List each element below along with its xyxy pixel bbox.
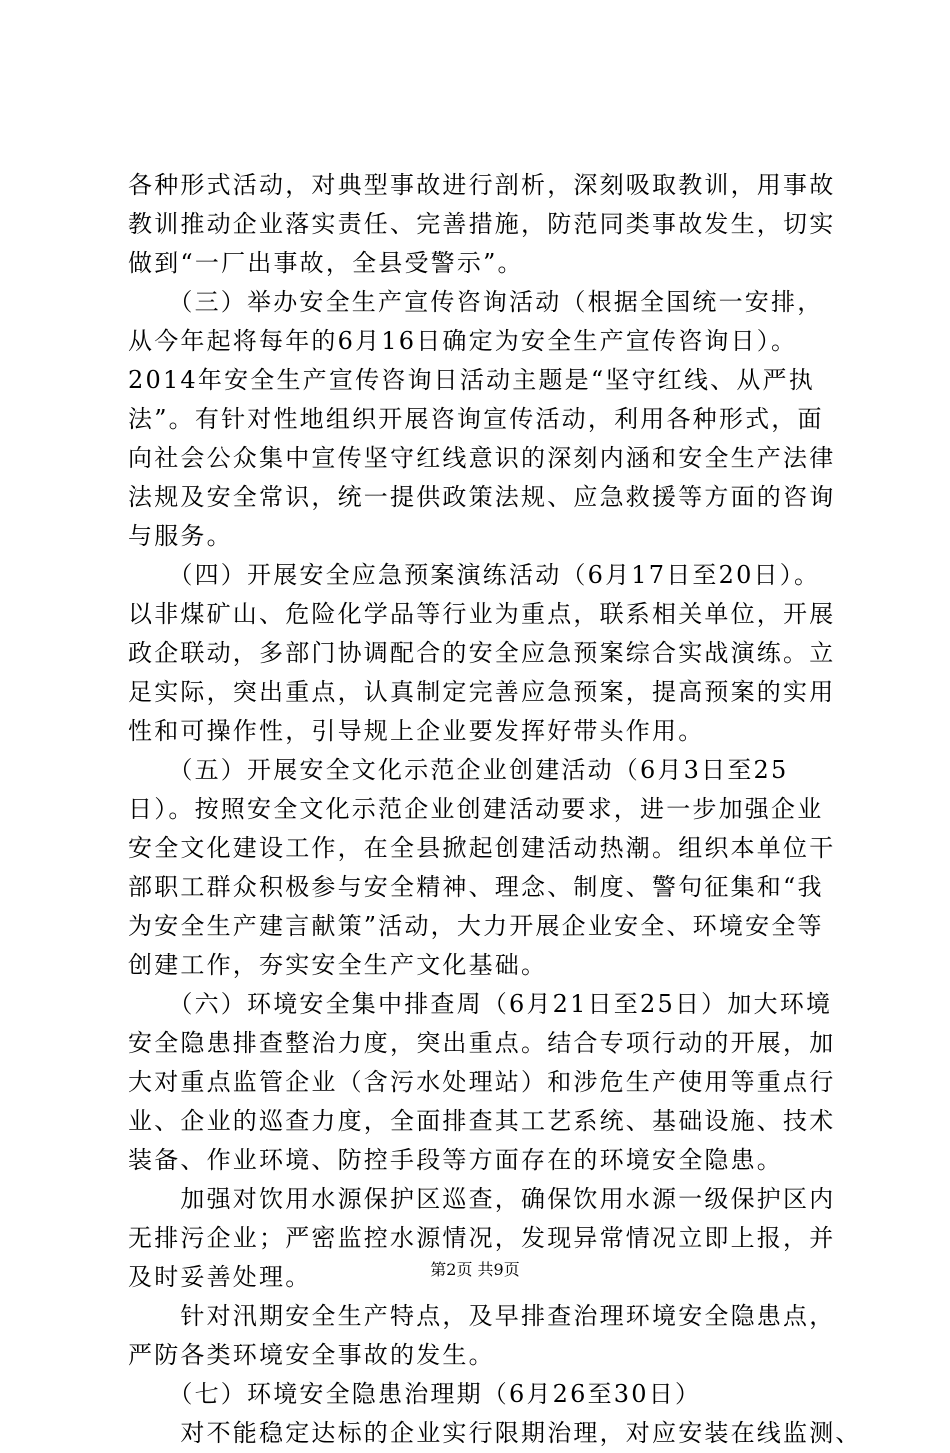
text-line: 教训推动企业落实责任、完善措施，防范同类事故发生，切实	[128, 210, 836, 238]
text-line: 大对重点监管企业（含污水处理站）和涉危生产使用等重点行	[128, 1068, 836, 1096]
text-line: 足实际，突出重点，认真制定完善应急预案，提高预案的实用	[128, 678, 836, 706]
text-line: 向社会公众集中宣传坚守红线意识的深刻内涵和安全生产法律	[128, 444, 836, 472]
text-line: （四）开展安全应急预案演练活动（6月17日至20日）。	[128, 561, 821, 589]
text-line: （七）环境安全隐患治理期（6月26至30日）	[128, 1380, 702, 1408]
page-footer: 第2页 共9页	[430, 1260, 520, 1279]
text-line: 加强对饮用水源保护区巡查，确保饮用水源一级保护区内	[128, 1185, 836, 1213]
text-line: （三）举办安全生产宣传咨询活动（根据全国统一安排，	[128, 288, 824, 316]
text-line: 政企联动，多部门协调配合的安全应急预案综合实战演练。立	[128, 639, 836, 667]
text-line: 做到“一厂出事故，全县受警示”。	[128, 249, 524, 277]
text-line: （五）开展安全文化示范企业创建活动（6月3日至25	[128, 756, 789, 784]
text-line: 部职工群众积极参与安全精神、理念、制度、警句征集和“我	[128, 873, 824, 901]
text-line: 与服务。	[128, 522, 233, 550]
text-line: 对不能稳定达标的企业实行限期治理，对应安装在线监测、	[128, 1419, 862, 1447]
text-line: 针对汛期安全生产特点，及早排查治理环境安全隐患点，	[128, 1302, 836, 1330]
text-line: 各种形式活动，对典型事故进行剖析，深刻吸取教训，用事故	[128, 171, 836, 199]
text-line: 为安全生产建言献策”活动，大力开展企业安全、环境安全等	[128, 912, 824, 940]
text-line: 法规及安全常识，统一提供政策法规、应急救援等方面的咨询	[128, 483, 836, 511]
text-line: 业、企业的巡查力度，全面排查其工艺系统、基础设施、技术	[128, 1107, 836, 1135]
text-line: 2014年安全生产宣传咨询日活动主题是“坚守红线、从严执	[128, 366, 815, 394]
text-line: 从今年起将每年的6月16日确定为安全生产宣传咨询日）。	[128, 327, 798, 355]
text-line: 及时妥善处理。	[128, 1263, 312, 1291]
text-line: 以非煤矿山、危险化学品等行业为重点，联系相关单位，开展	[128, 600, 836, 628]
text-line: 安全隐患排查整治力度，突出重点。结合专项行动的开展，加	[128, 1029, 836, 1057]
text-line: 无排污企业；严密监控水源情况，发现异常情况立即上报，并	[128, 1224, 836, 1252]
text-line: 严防各类环境安全事故的发生。	[128, 1341, 495, 1369]
text-line: 创建工作，夯实安全生产文化基础。	[128, 951, 548, 979]
text-line: 性和可操作性，引导规上企业要发挥好带头作用。	[128, 717, 705, 745]
text-line: 法”。有针对性地组织开展咨询宣传活动，利用各种形式，面	[128, 405, 824, 433]
text-line: （六）环境安全集中排查周（6月21日至25日）加大环境	[128, 990, 833, 1018]
text-line: 装备、作业环境、防控手段等方面存在的环境安全隐患。	[128, 1146, 783, 1174]
text-line: 日）。按照安全文化示范企业创建活动要求，进一步加强企业	[128, 795, 824, 823]
text-line: 安全文化建设工作，在全县掀起创建活动热潮。组织本单位干	[128, 834, 836, 862]
